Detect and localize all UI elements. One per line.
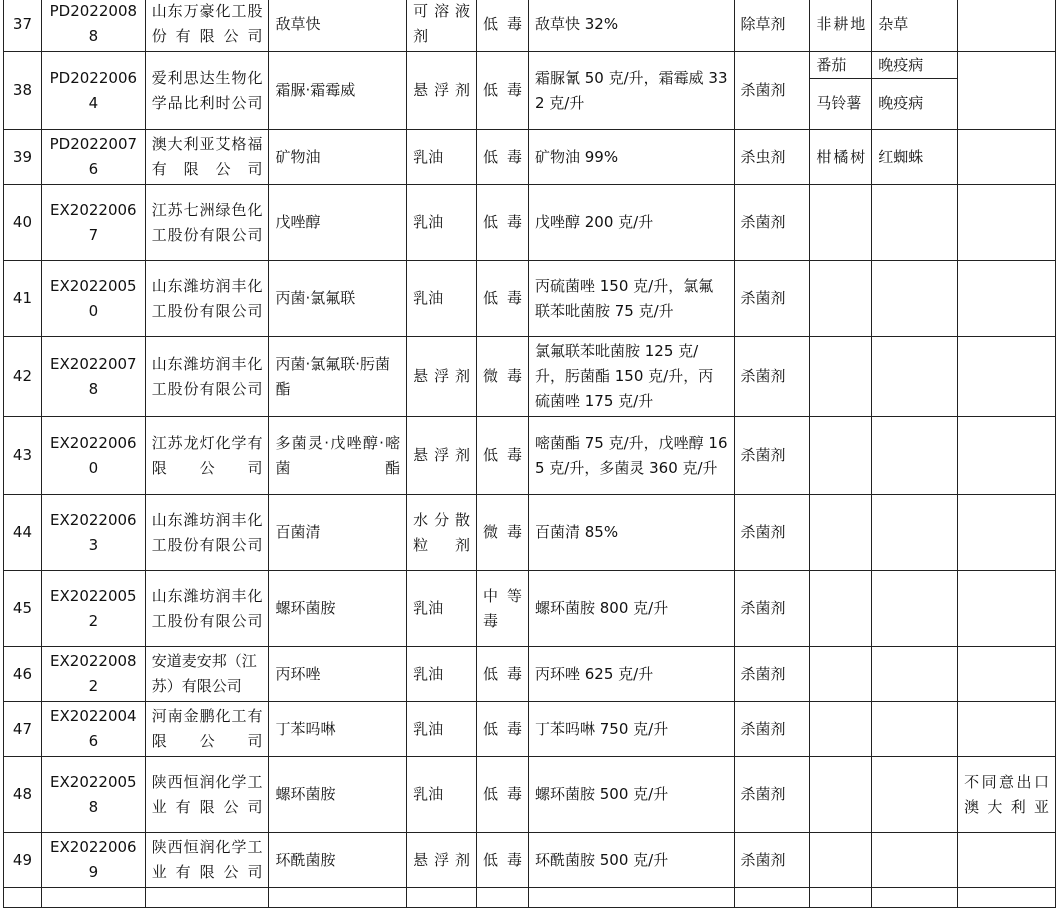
registration-code: EX20220067 — [41, 185, 145, 261]
row-number: 45 — [4, 571, 42, 647]
product-name: 丙菌·氯氟联 — [269, 261, 407, 337]
formulation: 乳油 — [407, 571, 477, 647]
row-number: 48 — [4, 757, 42, 833]
company-name: 山东万豪化工股份有限公司 — [145, 0, 269, 52]
formulation: 乳油 — [407, 185, 477, 261]
pesticide-type: 杀菌剂 — [734, 261, 810, 337]
product-name: 百菌清 — [269, 495, 407, 571]
active-content: 百菌清 85% — [528, 495, 734, 571]
target: 杂草 — [872, 0, 958, 52]
row-number: 44 — [4, 495, 42, 571]
remark — [958, 495, 1056, 571]
toxicity: 微毒 — [477, 337, 529, 417]
remark — [958, 0, 1056, 52]
remark — [958, 261, 1056, 337]
formulation: 悬浮剂 — [407, 337, 477, 417]
target — [872, 647, 958, 702]
registration-code: EX20220050 — [41, 261, 145, 337]
remark — [958, 417, 1056, 495]
target: 晚疫病 — [872, 53, 957, 79]
active-content: 丙环唑 625 克/升 — [528, 647, 734, 702]
target — [872, 261, 958, 337]
company-name: 江苏龙灯化学有限公司 — [145, 417, 269, 495]
product-name: 敌草快 — [269, 0, 407, 52]
crop — [810, 495, 872, 571]
product-name: 丙环唑 — [269, 647, 407, 702]
row-number: 41 — [4, 261, 42, 337]
toxicity: 低毒 — [477, 647, 529, 702]
company-name: 澳大利亚艾格福有限公司 — [145, 130, 269, 185]
company-name: 山东潍坊润丰化工股份有限公司 — [145, 261, 269, 337]
table-row — [4, 337, 1056, 417]
row-number: 43 — [4, 417, 42, 495]
company-name: 爱利思达生物化学品比利时公司 — [145, 52, 269, 130]
pesticide-type: 杀虫剂 — [734, 130, 810, 185]
product-name: 戊唑醇 — [269, 185, 407, 261]
pesticide-type: 杀菌剂 — [734, 495, 810, 571]
crop — [810, 261, 872, 337]
active-content: 敌草快 32% — [528, 0, 734, 52]
remark — [958, 571, 1056, 647]
crop — [810, 833, 872, 888]
row-number: 39 — [4, 130, 42, 185]
table-row — [4, 833, 1056, 888]
crop — [810, 702, 872, 757]
table-row — [4, 0, 1056, 52]
company-name: 山东潍坊润丰化工股份有限公司 — [145, 337, 269, 417]
company-name: 山东潍坊润丰化工股份有限公司 — [145, 571, 269, 647]
pesticide-type: 杀菌剂 — [734, 337, 810, 417]
crop: 非耕地 — [810, 0, 872, 52]
pesticide-type: 杀菌剂 — [734, 185, 810, 261]
registration-code: EX20220082 — [41, 647, 145, 702]
toxicity: 低毒 — [477, 185, 529, 261]
product-name: 多菌灵·戊唑醇·嘧菌酯 — [269, 417, 407, 495]
table-row — [4, 185, 1056, 261]
company-name: 安道麦安邦（江苏）有限公司 — [145, 647, 269, 702]
active-content: 矿物油 99% — [528, 130, 734, 185]
registration-code: EX20220046 — [41, 702, 145, 757]
registration-code: PD20220064 — [41, 52, 145, 130]
target — [872, 495, 958, 571]
toxicity: 低毒 — [477, 130, 529, 185]
toxicity: 低毒 — [477, 757, 529, 833]
registration-code: EX20220058 — [41, 757, 145, 833]
remark: 不同意出口澳大利亚 — [958, 757, 1056, 833]
product-name: 螺环菌胺 — [269, 571, 407, 647]
registration-code: EX20220069 — [41, 833, 145, 888]
remark — [958, 185, 1056, 261]
table-row — [4, 52, 1056, 130]
active-content: 戊唑醇 200 克/升 — [528, 185, 734, 261]
target — [872, 185, 958, 261]
row-number: 46 — [4, 647, 42, 702]
crop — [810, 571, 872, 647]
remark — [958, 130, 1056, 185]
pesticide-type: 除草剂 — [734, 0, 810, 52]
active-content: 氯氟联苯吡菌胺 125 克/升，肟菌酯 150 克/升，丙硫菌唑 175 克/升 — [528, 337, 734, 417]
table-row — [4, 571, 1056, 647]
crop: 柑橘树 — [810, 130, 872, 185]
formulation: 可溶液剂 — [407, 0, 477, 52]
formulation: 乳油 — [407, 261, 477, 337]
toxicity: 低毒 — [477, 417, 529, 495]
remark — [958, 337, 1056, 417]
registration-code: EX20220063 — [41, 495, 145, 571]
row-number: 40 — [4, 185, 42, 261]
target — [872, 337, 958, 417]
toxicity: 中等毒 — [477, 571, 529, 647]
formulation: 悬浮剂 — [407, 833, 477, 888]
target — [872, 417, 958, 495]
target — [872, 833, 958, 888]
crop — [810, 757, 872, 833]
product-name: 丁苯吗啉 — [269, 702, 407, 757]
product-name: 螺环菌胺 — [269, 757, 407, 833]
active-content: 螺环菌胺 800 克/升 — [528, 571, 734, 647]
row-number: 37 — [4, 0, 42, 52]
formulation: 悬浮剂 — [407, 417, 477, 495]
toxicity: 低毒 — [477, 833, 529, 888]
pesticide-type: 杀菌剂 — [734, 702, 810, 757]
crop: 番茄 — [810, 53, 871, 79]
remark — [958, 647, 1056, 702]
table-row — [4, 702, 1056, 757]
target-list — [872, 52, 958, 130]
company-name: 陕西恒润化学工业有限公司 — [145, 757, 269, 833]
registration-code: EX20220052 — [41, 571, 145, 647]
company-name: 山东潍坊润丰化工股份有限公司 — [145, 495, 269, 571]
target — [872, 702, 958, 757]
pesticide-type: 杀菌剂 — [734, 571, 810, 647]
active-content: 丙硫菌唑 150 克/升，氯氟联苯吡菌胺 75 克/升 — [528, 261, 734, 337]
pesticide-type: 杀菌剂 — [734, 757, 810, 833]
registration-code: PD20220088 — [41, 0, 145, 52]
company-name: 河南金鹏化工有限公司 — [145, 702, 269, 757]
table-row — [4, 647, 1056, 702]
registration-code: PD20220076 — [41, 130, 145, 185]
crop — [810, 337, 872, 417]
row-number: 47 — [4, 702, 42, 757]
crop — [810, 185, 872, 261]
registration-code: EX20220078 — [41, 337, 145, 417]
target — [872, 571, 958, 647]
company-name: 陕西恒润化学工业有限公司 — [145, 833, 269, 888]
product-name: 丙菌·氯氟联·肟菌酯 — [269, 337, 407, 417]
active-content: 嘧菌酯 75 克/升，戊唑醇 165 克/升，多菌灵 360 克/升 — [528, 417, 734, 495]
crop-list — [810, 52, 872, 130]
company-name: 江苏七洲绿色化工股份有限公司 — [145, 185, 269, 261]
active-content: 螺环菌胺 500 克/升 — [528, 757, 734, 833]
pesticide-type: 杀菌剂 — [734, 52, 810, 130]
row-number: 42 — [4, 337, 42, 417]
table-row-partial — [4, 888, 1056, 908]
toxicity: 低毒 — [477, 52, 529, 130]
target: 晚疫病 — [878, 94, 924, 112]
row-number: 38 — [4, 52, 42, 130]
remark — [958, 833, 1056, 888]
table-row — [4, 261, 1056, 337]
formulation: 水分散粒剂 — [407, 495, 477, 571]
active-content: 环酰菌胺 500 克/升 — [528, 833, 734, 888]
toxicity: 低毒 — [477, 702, 529, 757]
product-name: 霜脲·霜霉威 — [269, 52, 407, 130]
remark — [958, 52, 1056, 130]
table-row — [4, 495, 1056, 571]
pesticide-type: 杀菌剂 — [734, 417, 810, 495]
formulation: 悬浮剂 — [407, 52, 477, 130]
registration-code: EX20220060 — [41, 417, 145, 495]
pesticide-type: 杀菌剂 — [734, 833, 810, 888]
pesticide-registration-table — [3, 0, 1056, 908]
product-name: 环酰菌胺 — [269, 833, 407, 888]
crop: 马铃薯 — [816, 94, 862, 112]
row-number: 49 — [4, 833, 42, 888]
pesticide-type: 杀菌剂 — [734, 647, 810, 702]
active-content: 霜脲氰 50 克/升，霜霉威 332 克/升 — [528, 52, 734, 130]
crop — [810, 647, 872, 702]
formulation: 乳油 — [407, 647, 477, 702]
table-row — [4, 417, 1056, 495]
crop — [810, 417, 872, 495]
table-row — [4, 130, 1056, 185]
remark — [958, 702, 1056, 757]
formulation: 乳油 — [407, 702, 477, 757]
toxicity: 微毒 — [477, 495, 529, 571]
toxicity: 低毒 — [477, 261, 529, 337]
formulation: 乳油 — [407, 757, 477, 833]
target — [872, 757, 958, 833]
active-content: 丁苯吗啉 750 克/升 — [528, 702, 734, 757]
formulation: 乳油 — [407, 130, 477, 185]
product-name: 矿物油 — [269, 130, 407, 185]
toxicity: 低毒 — [477, 0, 529, 52]
table-row — [4, 757, 1056, 833]
target: 红蜘蛛 — [872, 130, 958, 185]
